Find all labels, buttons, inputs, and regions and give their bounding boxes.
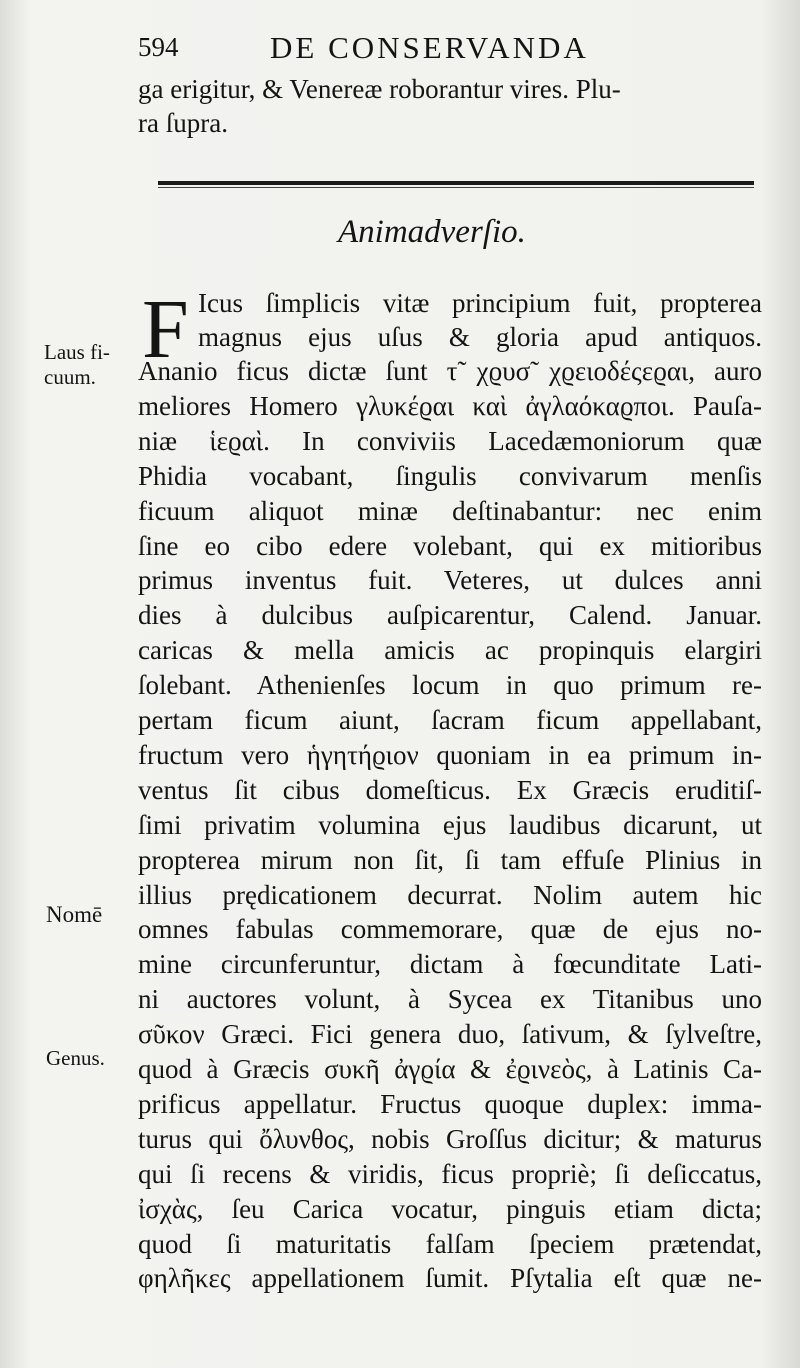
body-line: ga erigitur, & Venereæ roborantur vires. Plu- xyxy=(138,74,621,104)
marginal-note-laus: Laus fi- xyxy=(44,340,110,364)
body-line: Ananio ficus dictæ ſunt τ̃ χϱυσ̃ χϱειοδέςεϱαι, auro xyxy=(138,356,762,386)
body-line: fructum vero ἡγητήϱιον quoniam in ea primum in- xyxy=(138,739,762,770)
body-line: ſimi privatim volumina ejus laudibus dicarunt, ut xyxy=(138,809,762,840)
body-line: ni auctores volunt, à Sycea ex Titanibus uno xyxy=(138,984,762,1015)
body-line: ἰσχὰς, ſeu Carica vocatur, pinguis etiam dicta; xyxy=(138,1193,762,1224)
section-title: Animadverſio. xyxy=(338,214,526,250)
body-line: prificus appellatur. Fructus quoque duplex: imma- xyxy=(138,1088,762,1119)
first-line: Icus ſimplicis vitæ principium fuit, propterea xyxy=(198,288,762,318)
body-line: niæ ἱεϱαὶ. In conviviis Lacedæmoniorum quæ xyxy=(138,425,762,456)
running-title: DE CONSERVANDA xyxy=(270,30,589,65)
body-line: illius prędicationem decurrat. Nolim autem hic xyxy=(138,879,762,910)
section-rule-thin xyxy=(158,187,754,188)
body-line: pertam ficum aiunt, ſacram ficum appellabant, xyxy=(138,705,762,735)
body-line: quod à Græcis συκῆ ἀγϱία & ἐϱινεὸς, à Latinis Ca- xyxy=(138,1054,762,1084)
first-line: magnus ejus uſus & gloria apud antiquos. xyxy=(198,322,762,352)
body-line: omnes fabulas commemorare, quæ de ejus no- xyxy=(138,914,762,945)
body-line: ventus ſit cibus domeſticus. Ex Græcis eruditiſ- xyxy=(138,774,762,805)
marginal-note-nomen: Nomē xyxy=(46,902,103,927)
body-line: ra ſupra. xyxy=(138,108,228,138)
page-number: 594 xyxy=(138,32,179,62)
body-line: dies à dulcibus auſpicarentur, Calend. Januar. xyxy=(138,600,762,631)
body-line: ſolebant. Athenienſes locum in quo primum re- xyxy=(138,670,762,701)
body-line: σῦκον Græci. Fici genera duo, ſativum, & ſylveſtre, xyxy=(138,1019,762,1050)
body-line: propterea mirum non ſit, ſi tam effuſe Plinius in xyxy=(138,844,762,875)
section-rule xyxy=(158,181,754,185)
page-header xyxy=(138,30,758,66)
marginal-note-laus: cuum. xyxy=(44,365,96,389)
body-line: caricas & mella amicis ac propinquis elargiri xyxy=(138,635,762,666)
body-line: primus inventus fuit. Veteres, ut dulces anni xyxy=(138,565,762,596)
body-line: ſine eo cibo edere volebant, qui ex mitioribus xyxy=(138,530,762,561)
body-line: turus qui ὄλυνθος, nobis Groſſus dicitur; & maturus xyxy=(138,1123,762,1154)
body-line: φηλῆκες appellationem ſumit. Pſytalia eſt quæ ne- xyxy=(138,1263,762,1294)
body-line: qui ſi recens & viridis, ficus propriè; ſi deſiccatus, xyxy=(138,1158,762,1189)
marginal-note-genus: Genus. xyxy=(46,1046,105,1070)
body-line: ficuum aliquot minæ deſtinabantur: nec enim xyxy=(138,495,762,526)
body-line: Phidia vocabant, ſingulis convivarum menſis xyxy=(138,460,762,491)
body-line: meliores Homero γλυκέϱαι καὶ ἀγλαόκαϱποι. Pauſa- xyxy=(138,390,762,421)
body-line: mine circunferuntur, dictam à fœcunditate Lati- xyxy=(138,949,762,980)
drop-cap: F xyxy=(142,283,189,376)
body-line: quod ſi maturitatis falſam ſpeciem prætendat, xyxy=(138,1228,762,1259)
